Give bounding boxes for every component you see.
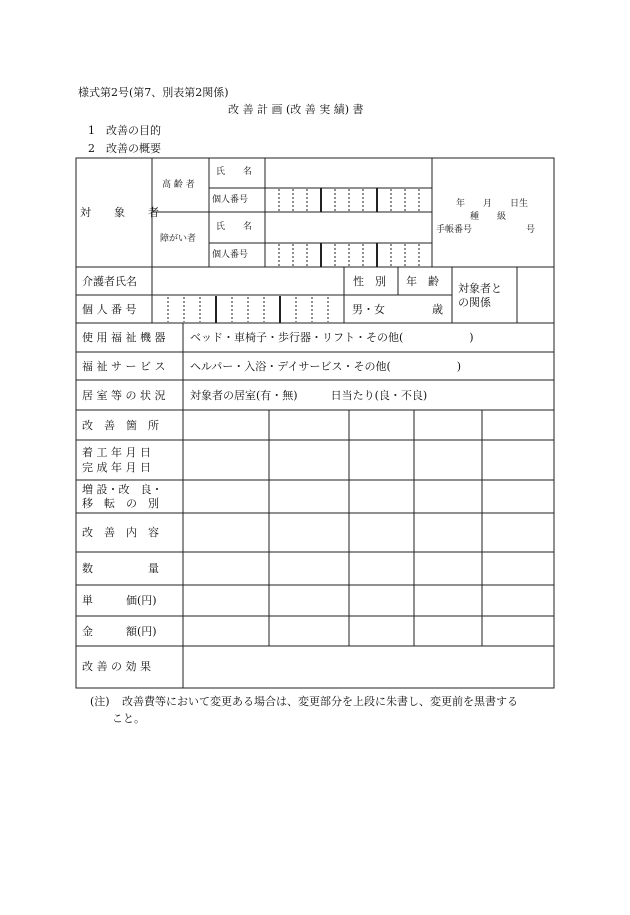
- unit-price-label: 単 価(円): [82, 594, 157, 607]
- note-line2: こと。: [112, 712, 145, 725]
- content-label: 改 善 内 容: [82, 526, 159, 539]
- quantity-label: 数 量: [82, 562, 159, 575]
- form-number: 様式第2号(第7、別表第2関係): [78, 86, 229, 99]
- elderly-name-label: 氏 名: [216, 167, 253, 177]
- residence-value: 対象者の居室(有・無) 日当たり(良・不良): [190, 389, 428, 402]
- equipment-value: ベッド・車椅子・歩行器・リフト・その他( ): [190, 331, 474, 344]
- note-line1: 改善費等において変更ある場合は、変更部分を上段に朱書し、変更前を黒書する: [122, 695, 518, 708]
- age-unit: 歳: [432, 303, 443, 316]
- handbook-number-label: 手帳番号 号: [436, 225, 536, 235]
- type-label-line1: 増 設・改 良・: [82, 483, 163, 496]
- subject-label: 対 象 者: [80, 206, 165, 219]
- start-date-label: 着 工 年 月 日: [82, 446, 151, 459]
- relation-label-line2: の関係: [458, 296, 491, 309]
- type-label-line2: 移 転 の 別: [82, 497, 159, 510]
- residence-label: 居 室 等 の 状 況: [82, 389, 166, 402]
- disabled-label: 障がい者: [160, 234, 197, 244]
- caregiver-name-label: 介護者氏名: [82, 275, 137, 288]
- age-label: 年 齢: [406, 275, 439, 288]
- note-prefix: (注): [90, 695, 110, 708]
- relation-label-line1: 対象者と: [458, 282, 502, 295]
- caregiver-id-label: 個 人 番 号: [82, 303, 137, 316]
- amount-label: 金 額(円): [82, 625, 157, 638]
- section-overview: 2 改善の概要: [88, 142, 161, 155]
- elderly-id-label: 個人番号: [212, 195, 249, 205]
- service-label: 福 祉 サ ー ビ ス: [82, 360, 166, 373]
- complete-date-label: 完 成 年 月 日: [82, 461, 151, 474]
- disabled-id-label: 個人番号: [212, 250, 249, 260]
- equipment-label: 使 用 福 祉 機 器: [82, 331, 166, 344]
- grade-label: 種 級: [470, 212, 507, 222]
- disabled-name-label: 氏 名: [216, 222, 253, 232]
- location-label: 改 善 箇 所: [82, 419, 159, 432]
- elderly-label: 高 齢 者: [162, 180, 195, 190]
- service-value: ヘルパー・入浴・デイサービス・その他( ): [190, 360, 462, 373]
- birth-date-label: 年 月 日生: [456, 199, 529, 209]
- section-purpose: 1 改善の目的: [88, 124, 161, 137]
- effect-label: 改 善 の 効 果: [82, 660, 151, 673]
- document-title: 改 善 計 画 (改 善 実 績) 書: [228, 103, 364, 116]
- gender-label: 性 別: [353, 275, 386, 288]
- gender-value: 男・女: [352, 303, 385, 316]
